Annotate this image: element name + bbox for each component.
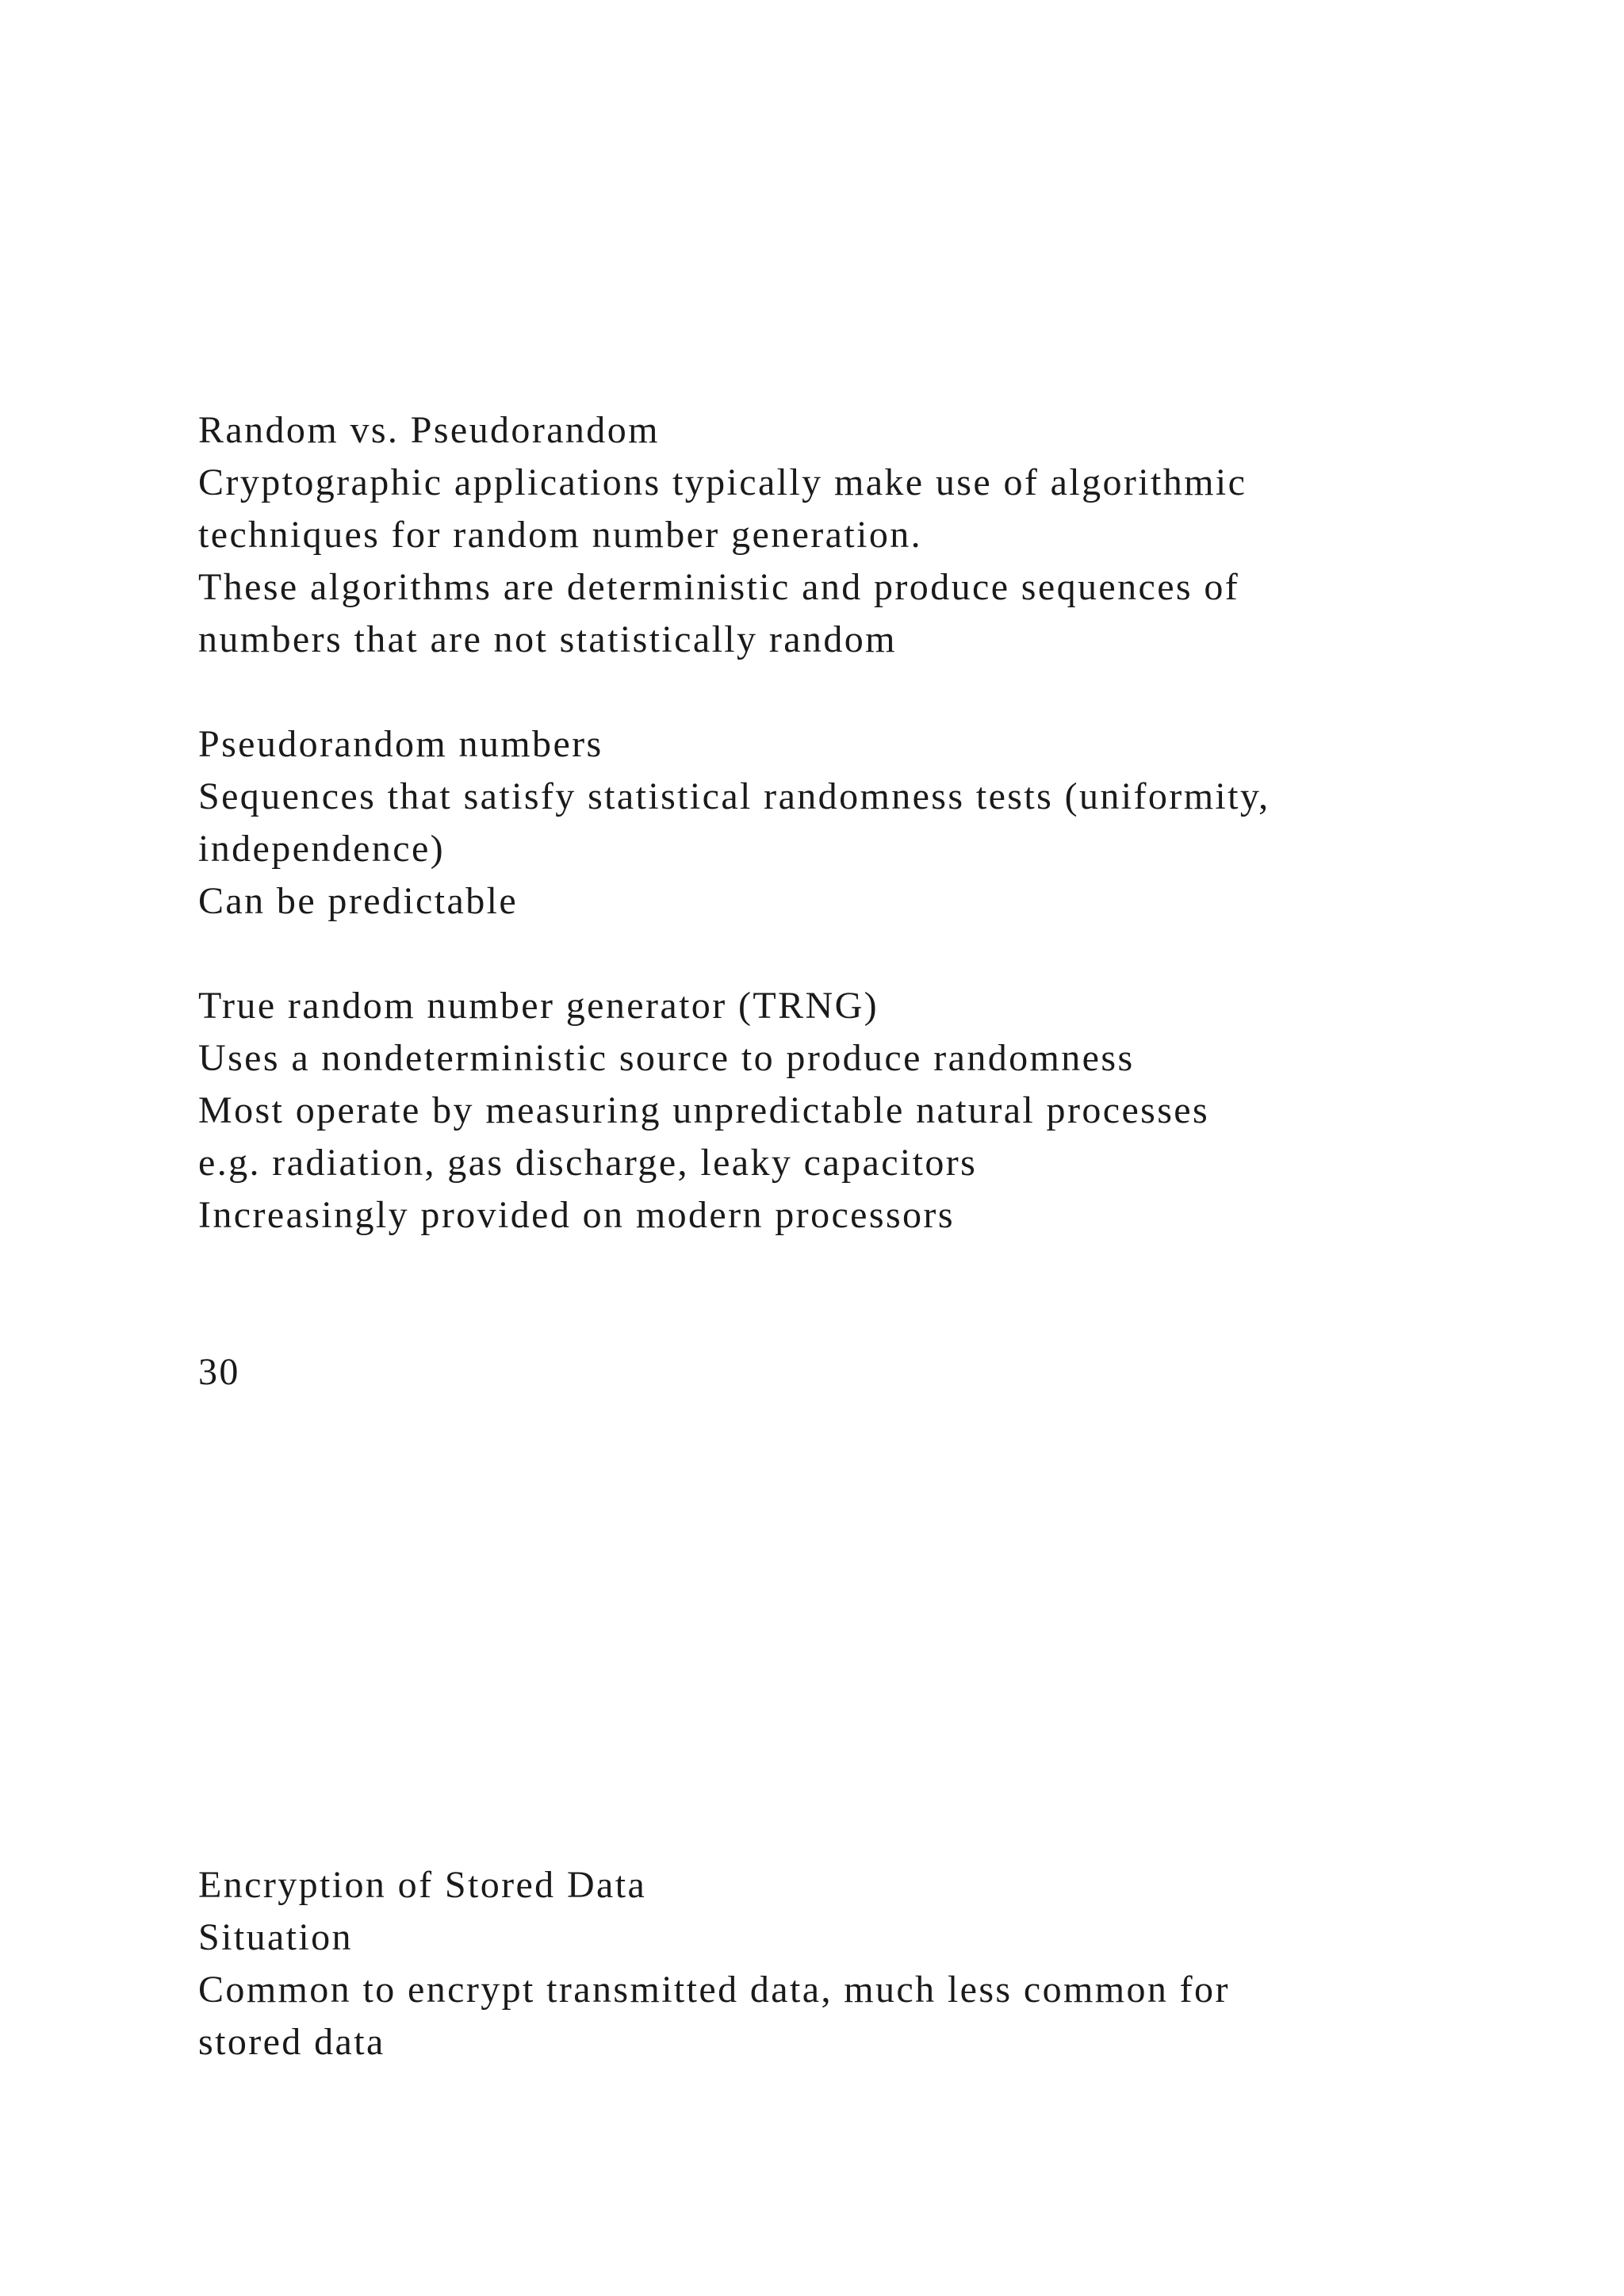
text-line: e.g. radiation, gas discharge, leaky capacitors [198,1142,978,1184]
text-line: Cryptographic applications typically make use of algorithmic [198,461,1247,503]
text-line: techniques for random number generation. [198,514,923,556]
encryption-of-stored-data-section [198,1859,1546,2068]
situation-heading: Situation [198,1916,353,1958]
text-line: Can be predictable [198,880,519,922]
page-number: 30 [198,1351,240,1393]
text-line: stored data [198,2021,385,2063]
section-title: Encryption of Stored Data [198,1864,647,1906]
pseudorandom-heading: Pseudorandom numbers [198,723,603,765]
random-vs-pseudorandom-section [198,404,1546,1399]
text-line: Common to encrypt transmitted data, much less common for [198,1969,1230,2011]
text-line: Sequences that satisfy statistical randomness tests (uniformity, [198,775,1270,817]
text-line: independence) [198,828,446,870]
text-line: Uses a nondeterministic source to produce randomness [198,1037,1135,1079]
section-title: Random vs. Pseudorandom [198,409,660,451]
text-line: Most operate by measuring unpredictable natural processes [198,1089,1210,1131]
text-line: These algorithms are deterministic and produce sequences of [198,566,1240,608]
blank-line [198,1242,1546,1294]
trng-heading: True random number generator (TRNG) [198,985,879,1027]
blank-line [198,1294,1546,1346]
blank-line [198,666,1546,718]
text-line: Increasingly provided on modern processors [198,1194,955,1236]
text-line: numbers that are not statistically random [198,618,897,660]
blank-line [198,928,1546,980]
